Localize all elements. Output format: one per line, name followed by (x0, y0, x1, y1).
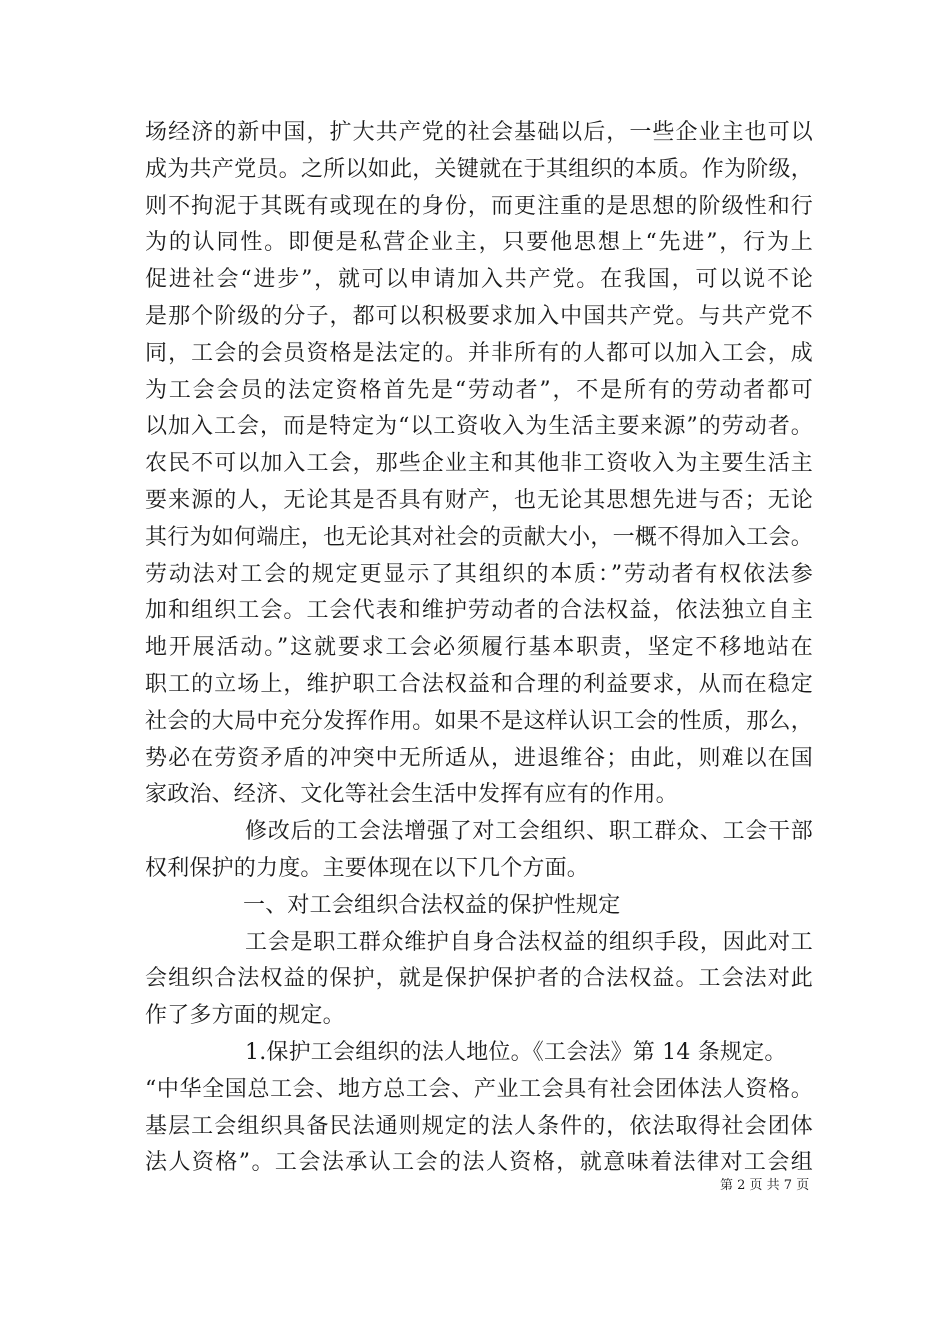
paragraph-first-line: 修改后的工会法增强了对工会组织、职工群众、工会干部 (245, 819, 813, 845)
text-line: 家政治、经济、文化等社会生活中发挥有应有的作用。 (145, 782, 678, 808)
text-line: 势必在劳资矛盾的冲突中无所适从，进退维谷；由此，则难以在国 (145, 745, 813, 771)
text-line: 要来源的人，无论其是否具有财产，也无论其思想先进与否；无论 (145, 487, 813, 513)
text-line: 会组织合法权益的保护，就是保护保护者的合法权益。工会法对此 (145, 966, 813, 992)
text-line: “中华全国总工会、地方总工会、产业工会具有社会团体法人资格。 (145, 1076, 813, 1102)
text-line: 基层工会组织具备民法通则规定的法人条件的，依法取得社会团体 (145, 1113, 813, 1139)
text-line: 加和组织工会。工会代表和维护劳动者的合法权益，依法独立自主 (145, 598, 813, 624)
text-line: 同，工会的会员资格是法定的。并非所有的人都可以加入工会，成 (145, 340, 813, 366)
text-line: 农民不可以加入工会，那些企业主和其他非工资收入为主要生活主 (145, 451, 813, 477)
paragraph-first-line: 1.保护工会组织的法人地位。《工会法》第 14 条规定。 (245, 1039, 787, 1065)
text-line: 地开展活动。”这就要求工会必须履行基本职责，坚定不移地站在 (145, 635, 813, 661)
text-line: 劳动法对工会的规定更显示了其组织的本质：”劳动者有权依法参 (145, 561, 813, 587)
text-line: 其行为如何端庄，也无论其对社会的贡献大小，一概不得加入工会。 (145, 524, 813, 550)
text-line: 法人资格”。工会法承认工会的法人资格，就意味着法律对工会组 (145, 1150, 813, 1176)
text-line: 作了多方面的规定。 (145, 1003, 345, 1029)
text-line: 以加入工会，而是特定为“以工资收入为生活主要来源”的劳动者。 (145, 414, 813, 440)
section-heading: 一、对工会组织合法权益的保护性规定 (243, 892, 621, 918)
text-line: 促进社会“进步”，就可以申请加入共产党。在我国，可以说不论 (145, 267, 813, 293)
text-line: 职工的立场上，维护职工合法权益和合理的利益要求，从而在稳定 (145, 671, 813, 697)
paragraph-first-line: 工会是职工群众维护自身合法权益的组织手段，因此对工 (245, 929, 813, 955)
text-line: 成为共产党员。之所以如此，关键就在于其组织的本质。作为阶级， (145, 156, 813, 182)
text-line: 场经济的新中国，扩大共产党的社会基础以后，一些企业主也可以 (145, 120, 813, 145)
page-number: 第 2 页 共 7 页 (720, 1178, 810, 1193)
text-line: 则不拘泥于其既有或现在的身份，而更注重的是思想的阶级性和行 (145, 193, 813, 219)
text-line: 为工会会员的法定资格首先是“劳动者”，不是所有的劳动者都可 (145, 377, 813, 403)
text-line: 权利保护的力度。主要体现在以下几个方面。 (145, 855, 590, 881)
text-line: 为的认同性。即便是私营企业主，只要他思想上“先进”，行为上 (145, 230, 813, 256)
document-body (145, 115, 813, 1182)
text-line: 是那个阶级的分子，都可以积极要求加入中国共产党。与共产党不 (145, 303, 813, 329)
text-line: 社会的大局中充分发挥作用。如果不是这样认识工会的性质，那么， (145, 708, 813, 734)
